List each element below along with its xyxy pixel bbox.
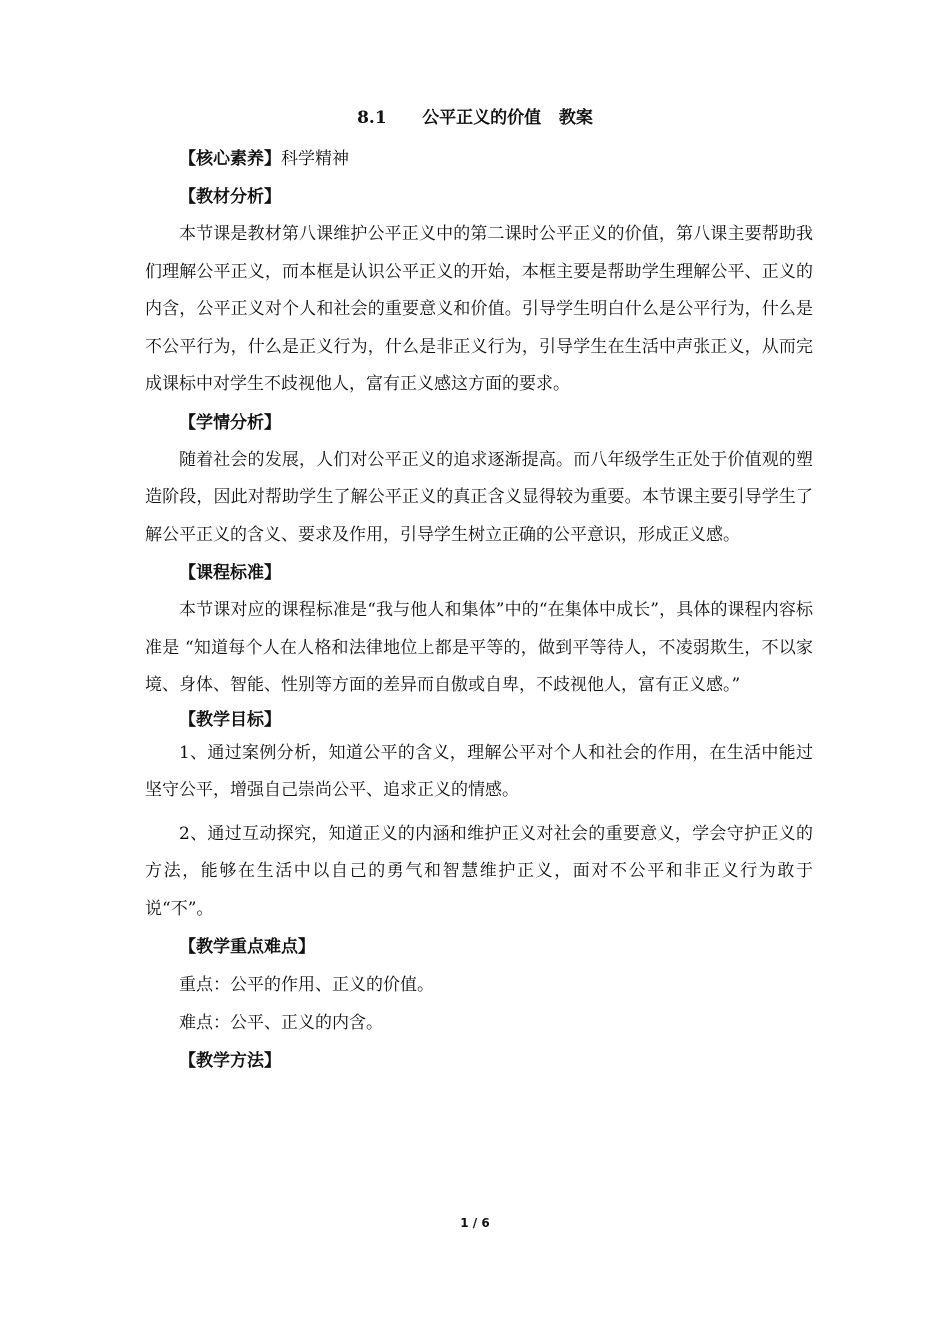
student-analysis-text: 随着社会的发展，人们对公平正义的追求逐渐提高。而八年级学生正处于价值观的塑造阶段，因此对帮助学生了解公平正义的真正含义显得较为重要。本节课主要引导学生了解公平正义的含义、要求及作用，引导学生树立正确的公平意识，形成正义感。 xyxy=(145,449,813,545)
document-title: 8.1 公平正义的价值 教案 xyxy=(357,108,593,128)
document-body xyxy=(145,140,813,1080)
core-literacy-line xyxy=(145,140,813,178)
teaching-methods-heading: 【教学方法】 xyxy=(179,1051,281,1071)
student-analysis-heading: 【学情分析】 xyxy=(179,412,281,433)
teaching-objectives-heading: 【教学目标】 xyxy=(179,709,281,730)
difficult-point-text: 难点：公平、正义的内含。 xyxy=(179,1013,383,1033)
page-number: 1 / 6 xyxy=(460,1216,490,1230)
teaching-objective-2: 2、通过互动探究，知道正义的内涵和维护正义对社会的重要意义，学会守护正义的方法，能够在生活中以自己的勇气和智慧维护正义，面对不公平和非正义行为敢于说“不”。 xyxy=(145,823,813,919)
core-literacy-value: 科学精神 xyxy=(281,149,349,169)
material-analysis-heading: 【教材分析】 xyxy=(179,187,281,207)
teaching-objective-1: 1、通过案例分析，知道公平的含义，理解公平对个人和社会的作用，在生活中能过坚守公平，增强自己崇尚公平、追求正义的情感。 xyxy=(145,742,813,800)
curriculum-standard-heading: 【课程标准】 xyxy=(179,563,281,583)
curriculum-standard-text: 本节课对应的课程标准是“我与他人和集体”中的“在集体中成长”，具体的课程内容标准是 “知道每个人在人格和法律地位上都是平等的，做到平等待人，不凌弱欺生，不以家境、身体、智能、性别等方面的差异而自傲或自卑，不歧视他人，富有正义感。” xyxy=(145,600,813,695)
key-points-heading: 【教学重点难点】 xyxy=(179,937,315,957)
core-literacy-label: 【核心素养】 xyxy=(179,149,281,169)
material-analysis-text: 本节课是教材第八课维护公平正义中的第二课时公平正义的价值，第八课主要帮助我们理解公平正义，而本框是认识公平正义的开始，本框主要是帮助学生理解公平、正义的内含，公平正义对个人和社会的重要意义和价值。引导学生明白什么是公平行为，什么是不公平行为，什么是正义行为，什么是非正义行为，引导学生在生活中声张正义，从而完成课标中对学生不歧视他人，富有正义感这方面的要求。 xyxy=(145,224,813,394)
key-point-text: 重点：公平的作用、正义的价值。 xyxy=(179,975,434,995)
